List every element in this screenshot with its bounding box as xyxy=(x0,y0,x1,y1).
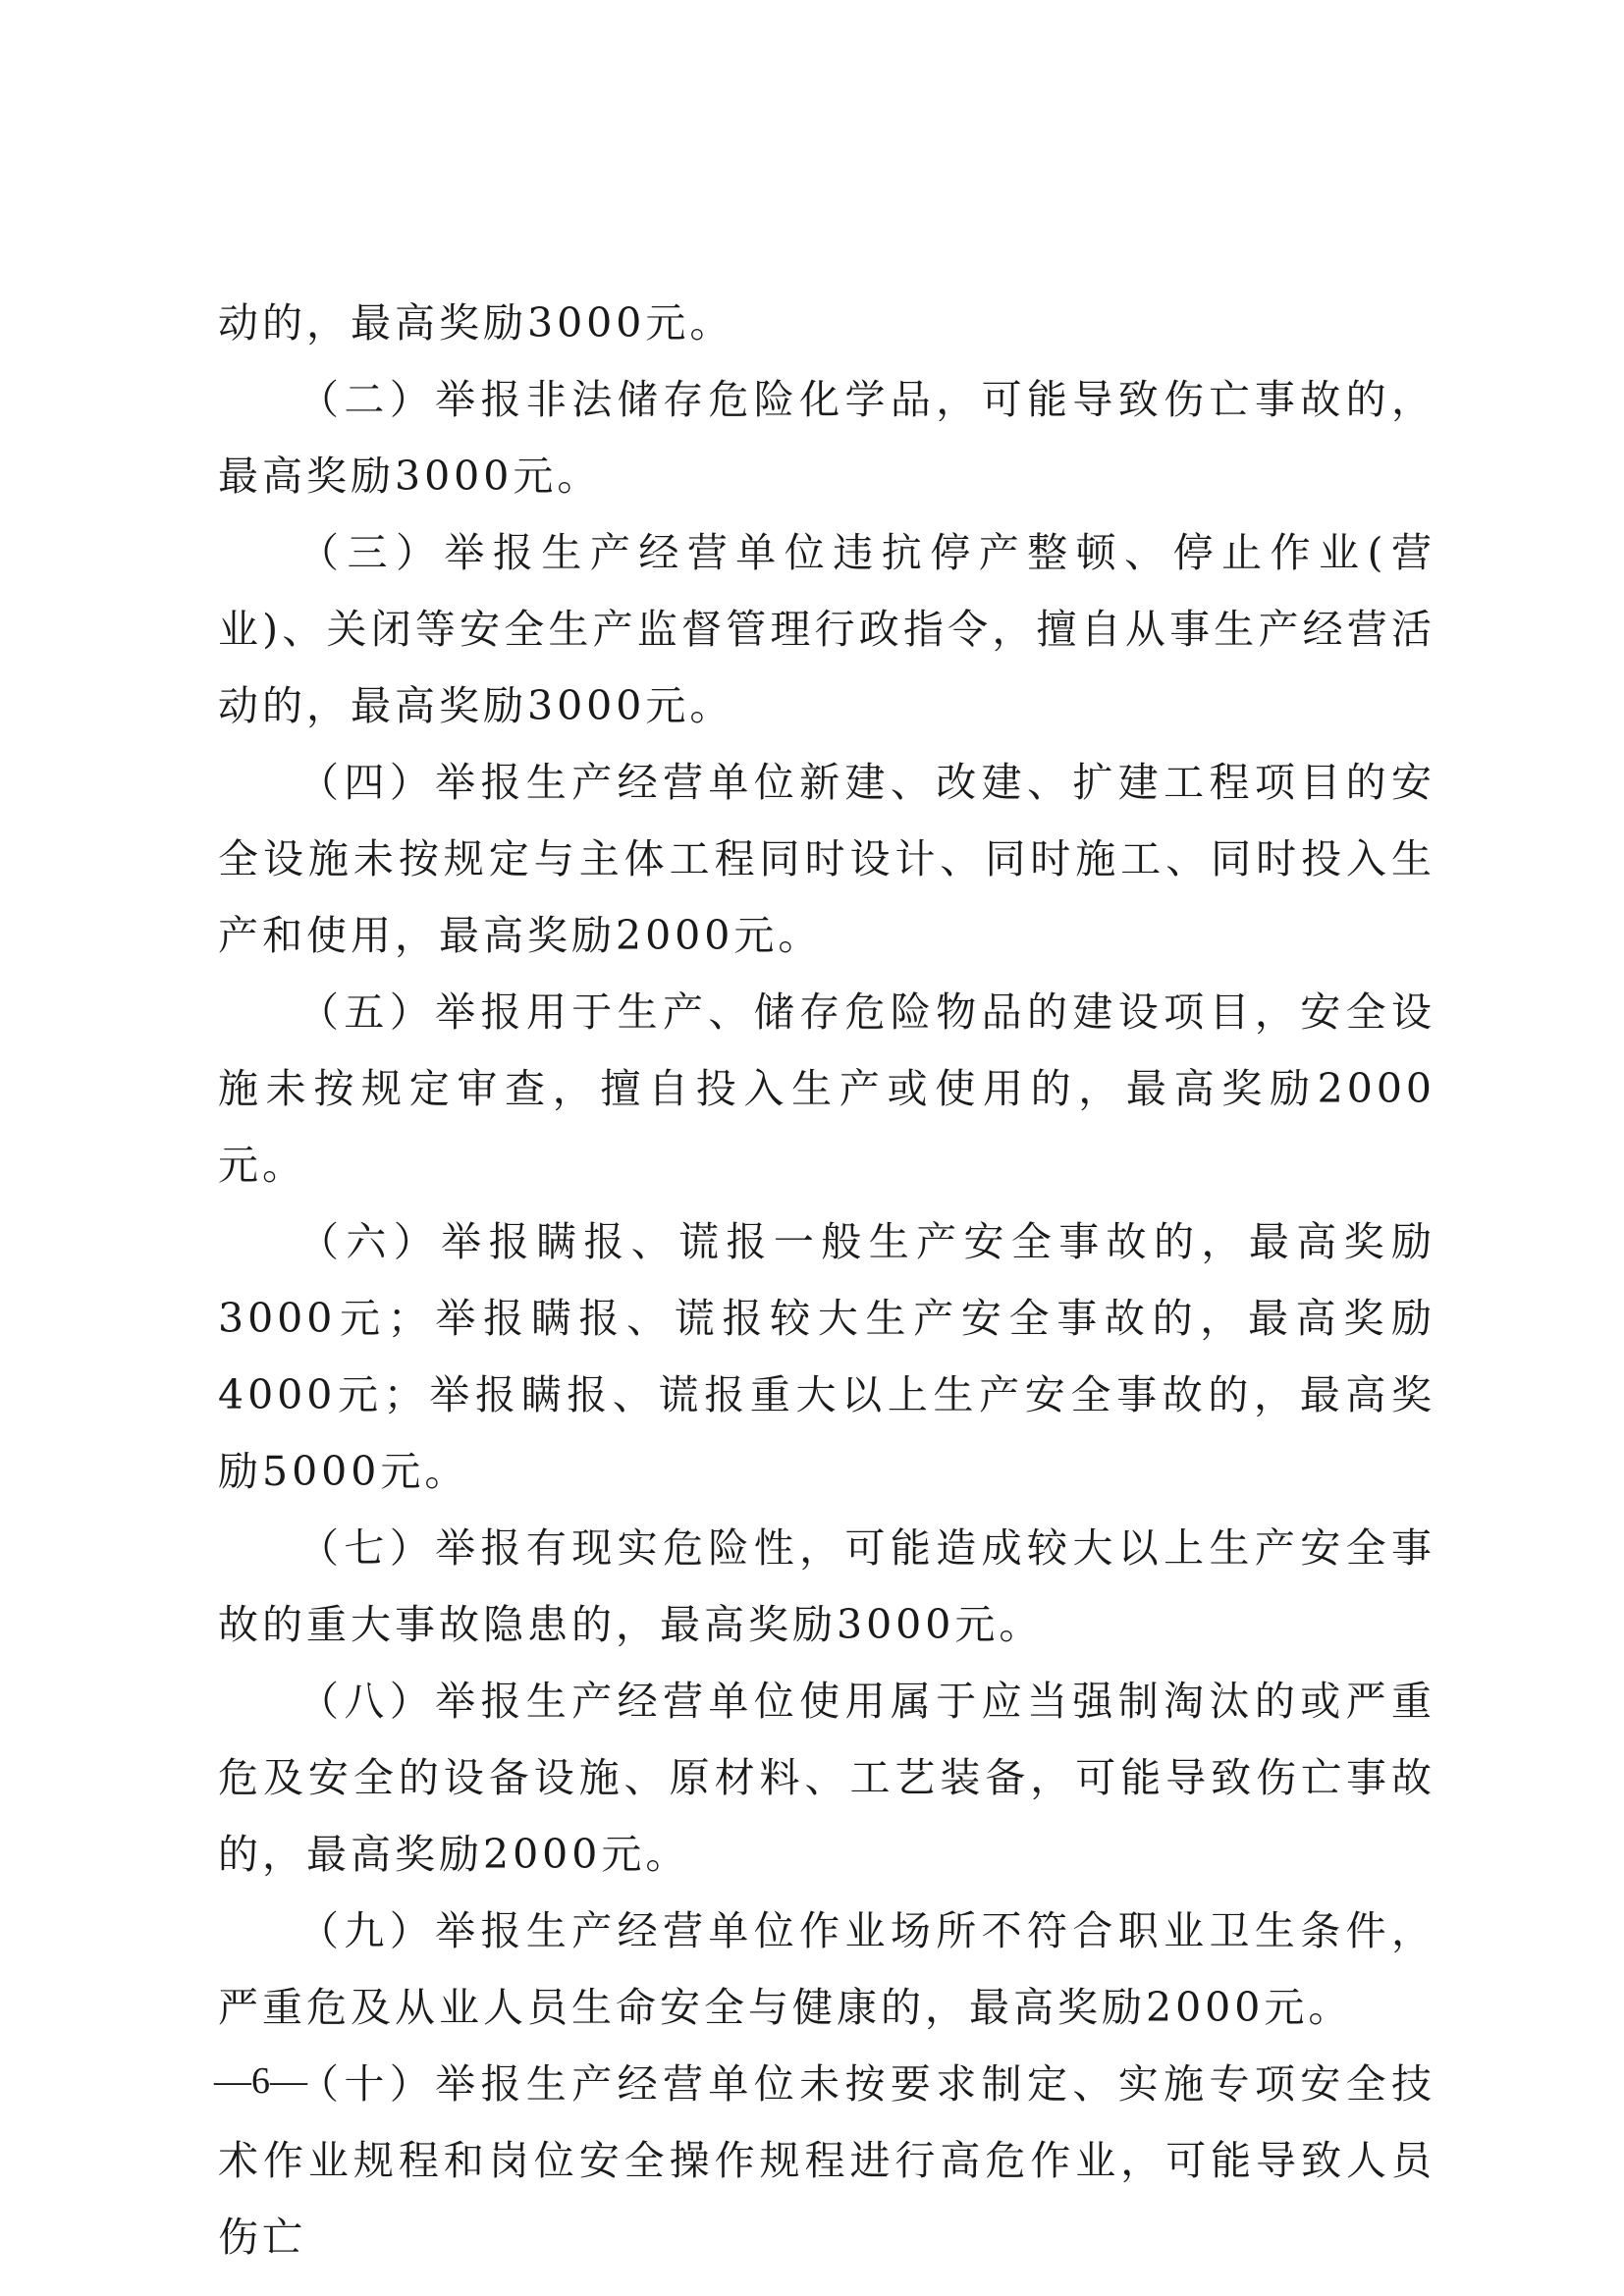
paragraph-item-8: （八）举报生产经营单位使用属于应当强制淘汰的或严重危及安全的设备设施、原材料、工艺装备，可能导致伤亡事故的，最高奖励2000元。 xyxy=(218,1678,1435,1878)
paragraph-item-5: （五）举报用于生产、储存危险物品的建设项目，安全设施未按规定审查，擅自投入生产或使用的，最高奖励2000元。 xyxy=(218,988,1435,1189)
paragraph-item-3: （三）举报生产经营单位违抗停产整顿、停止作业(营业)、关闭等安全生产监督管理行政指令，擅自从事生产经营活动的，最高奖励3000元。 xyxy=(218,529,1435,729)
document-body xyxy=(218,285,1435,2275)
paragraph-item-7: （七）举报有现实危险性，可能造成较大以上生产安全事故的重大事故隐患的，最高奖励3000元。 xyxy=(218,1524,1435,1648)
paragraph-item-2: （二）举报非法储存危险化学品，可能导致伤亡事故的，最高奖励3000元。 xyxy=(218,376,1435,500)
paragraph-item-10: （十）举报生产经营单位未按要求制定、实施专项安全技术作业规程和岗位安全操作规程进行高危作业，可能导致人员伤亡 xyxy=(218,2060,1435,2261)
page-number: —6— xyxy=(214,2060,307,2102)
paragraph-continuation: 动的，最高奖励3000元。 xyxy=(218,299,734,347)
paragraph-item-4: （四）举报生产经营单位新建、改建、扩建工程项目的安全设施未按规定与主体工程同时设计、同时施工、同时投入生产和使用，最高奖励2000元。 xyxy=(218,759,1435,959)
paragraph-item-6: （六）举报瞒报、谎报一般生产安全事故的，最高奖励3000元；举报瞒报、谎报较大生产安全事故的，最高奖励4000元；举报瞒报、谎报重大以上生产安全事故的，最高奖励5000元。 xyxy=(218,1218,1435,1495)
paragraph-item-9: （九）举报生产经营单位作业场所不符合职业卫生条件，严重危及从业人员生命安全与健康的，最高奖励2000元。 xyxy=(218,1907,1435,2031)
